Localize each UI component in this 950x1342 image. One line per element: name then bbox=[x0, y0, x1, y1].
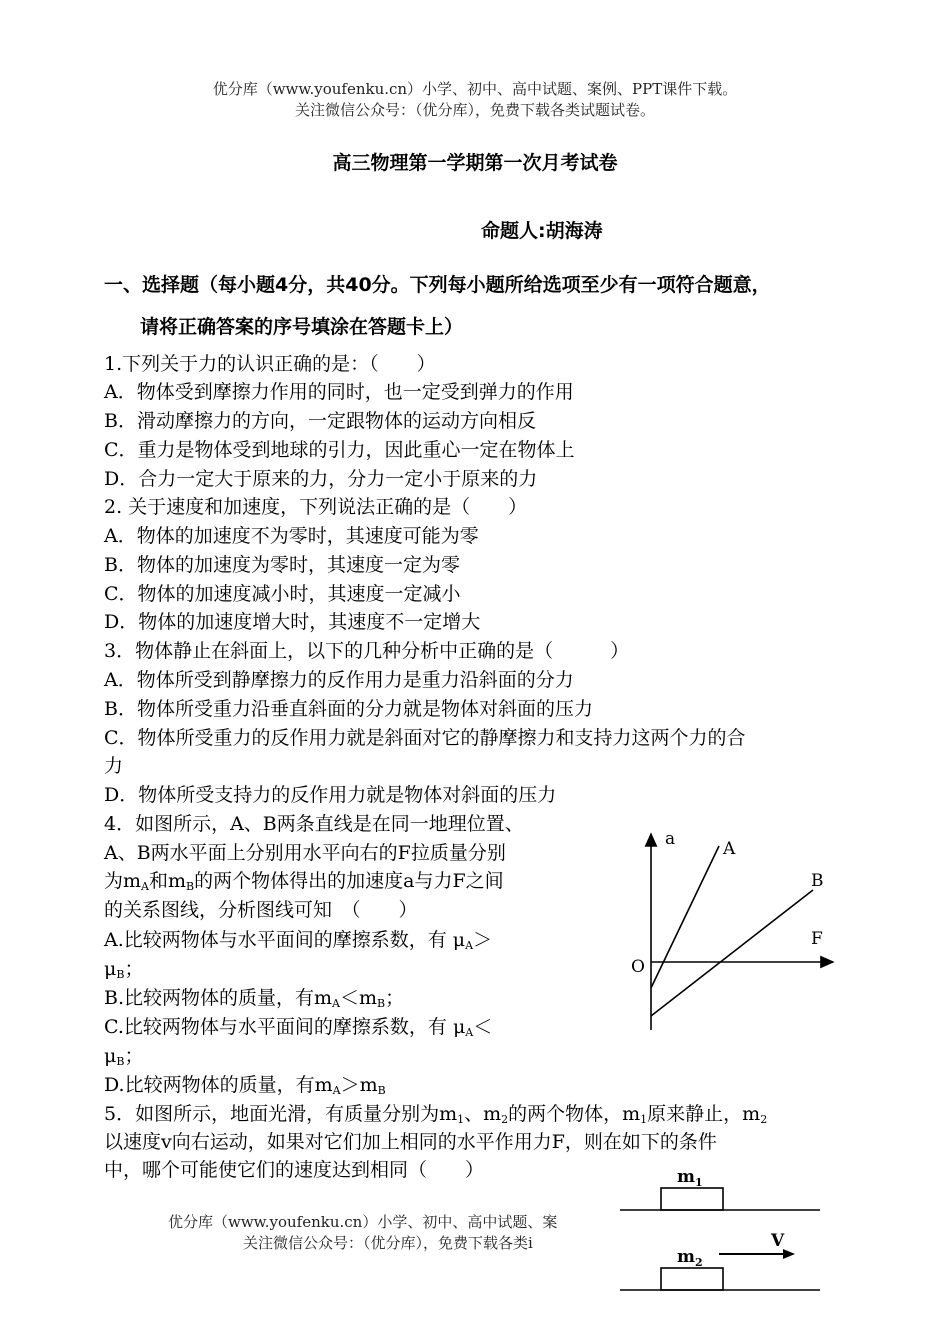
velocity-arrow-head bbox=[783, 1249, 795, 1259]
q4-option-c-line-2: $\mu_B$； bbox=[104, 1045, 144, 1068]
q3-option-b: B．物体所受重力沿垂直斜面的分力就是物体对斜面的压力 bbox=[104, 698, 593, 720]
origin-label: O bbox=[631, 957, 645, 977]
q4-stem-line-1: 4．如图所示，A、B两条直线是在同一地理位置、 bbox=[104, 813, 524, 835]
block-m1 bbox=[661, 1188, 723, 1210]
a-axis-label: a bbox=[665, 829, 676, 849]
header-line-2: 关注微信公众号：（优分库），免费下载各类试题试卷。 bbox=[294, 101, 655, 119]
q4-graph bbox=[615, 820, 845, 1040]
q4-option-a-line-1: A.比较两物体与水平面间的摩擦系数，有 $\mu_A>$ bbox=[104, 929, 493, 952]
q2-option-c: C．物体的加速度减小时，其速度一定减小 bbox=[104, 583, 461, 605]
header-line-1: 优分库（www.youfenku.cn）小学、初中、高中试题、案例、PPT课件下载。 bbox=[212, 80, 738, 98]
line-b bbox=[651, 890, 813, 1016]
page-title: 高三物理第一学期第一次月考试卷 bbox=[332, 152, 618, 174]
author: 命题人:胡海涛 bbox=[481, 220, 603, 242]
q1-stem: 1.下列关于力的认识正确的是：（ ） bbox=[104, 353, 436, 375]
line-a-label: A bbox=[723, 839, 736, 859]
q1-option-b: B．滑动摩擦力的方向，一定跟物体的运动方向相反 bbox=[104, 410, 536, 432]
q1-option-a: A．物体受到摩擦力作用的同时，也一定受到弹力的作用 bbox=[104, 381, 574, 403]
section-heading-line-1: 一、选择题（每小题4分，共40分。下列每小题所给选项至少有一项符合题意， bbox=[104, 274, 771, 296]
f-axis-label: F bbox=[811, 929, 823, 949]
block-m2 bbox=[661, 1268, 723, 1290]
q2-option-b: B．物体的加速度为零时，其速度一定为零 bbox=[104, 554, 460, 576]
q4-option-d: D.比较两物体的质量，有$m_A>m_B$ bbox=[104, 1074, 386, 1097]
m2-label: $m_2$ bbox=[677, 1247, 703, 1269]
q4-stem-line-3: 为$m_A$和$m_B$的两个物体得出的加速度a与力F之间 bbox=[104, 870, 504, 893]
q5-figure bbox=[615, 1160, 825, 1300]
q2-option-d: D．物体的加速度增大时，其速度不一定增大 bbox=[104, 611, 481, 633]
line-a bbox=[651, 846, 719, 988]
q5-stem-line-3: 中，哪个可能使它们的速度达到相同（ ） bbox=[104, 1159, 485, 1181]
line-b-label: B bbox=[811, 871, 824, 891]
footer-line-1: 优分库（www.youfenku.cn）小学、初中、高中试题、案 bbox=[168, 1213, 558, 1231]
q1-option-c: C．重力是物体受到地球的引力，因此重心一定在物体上 bbox=[104, 439, 575, 461]
q5-stem-line-2: 以速度v向右运动，如果对它们加上相同的水平作用力F，则在如下的条件 bbox=[104, 1131, 717, 1153]
q4-option-c-line-1: C.比较两物体与水平面间的摩擦系数，有 $\mu_A<$ bbox=[104, 1016, 493, 1039]
q3-option-d: D．物体所受支持力的反作用力就是物体对斜面的压力 bbox=[104, 784, 557, 806]
q3-option-c-line-2: 力 bbox=[104, 755, 124, 777]
q4-option-b: B.比较两物体的质量，有$m_A<m_B$； bbox=[104, 987, 405, 1010]
m1-label: $m_1$ bbox=[677, 1167, 703, 1189]
q1-option-d: D．合力一定大于原来的力，分力一定小于原来的力 bbox=[104, 468, 538, 490]
q2-stem: 2. 关于速度和加速度，下列说法正确的是（ ） bbox=[104, 496, 528, 518]
q2-option-a: A．物体的加速度不为零时，其速度可能为零 bbox=[104, 525, 479, 547]
footer-line-2: 关注微信公众号：（优分库），免费下载各类i bbox=[243, 1234, 533, 1252]
q4-stem-line-2: A、B两水平面上分别用水平向右的F拉质量分别 bbox=[104, 842, 506, 864]
v-label: V bbox=[771, 1231, 785, 1251]
q3-option-a: A．物体所受到静摩擦力的反作用力是重力沿斜面的分力 bbox=[104, 669, 574, 691]
q3-option-c-line-1: C．物体所受重力的反作用力就是斜面对它的静摩擦力和支持力这两个力的合 bbox=[104, 727, 746, 749]
q4-option-a-line-2: $\mu_B$； bbox=[104, 958, 144, 981]
section-heading-line-2: 请将正确答案的序号填涂在答题卡上） bbox=[140, 316, 464, 338]
q3-stem: 3．物体静止在斜面上，以下的几种分析中正确的是（ ） bbox=[104, 640, 630, 662]
q4-stem-line-4: 的关系图线，分析图线可知 （ ） bbox=[104, 899, 418, 921]
q5-stem-line-1: 5．如图所示，地面光滑，有质量分别为$m_1$、$m_2$的两个物体，$m_1$原来静止，$m_2$ bbox=[104, 1103, 768, 1126]
